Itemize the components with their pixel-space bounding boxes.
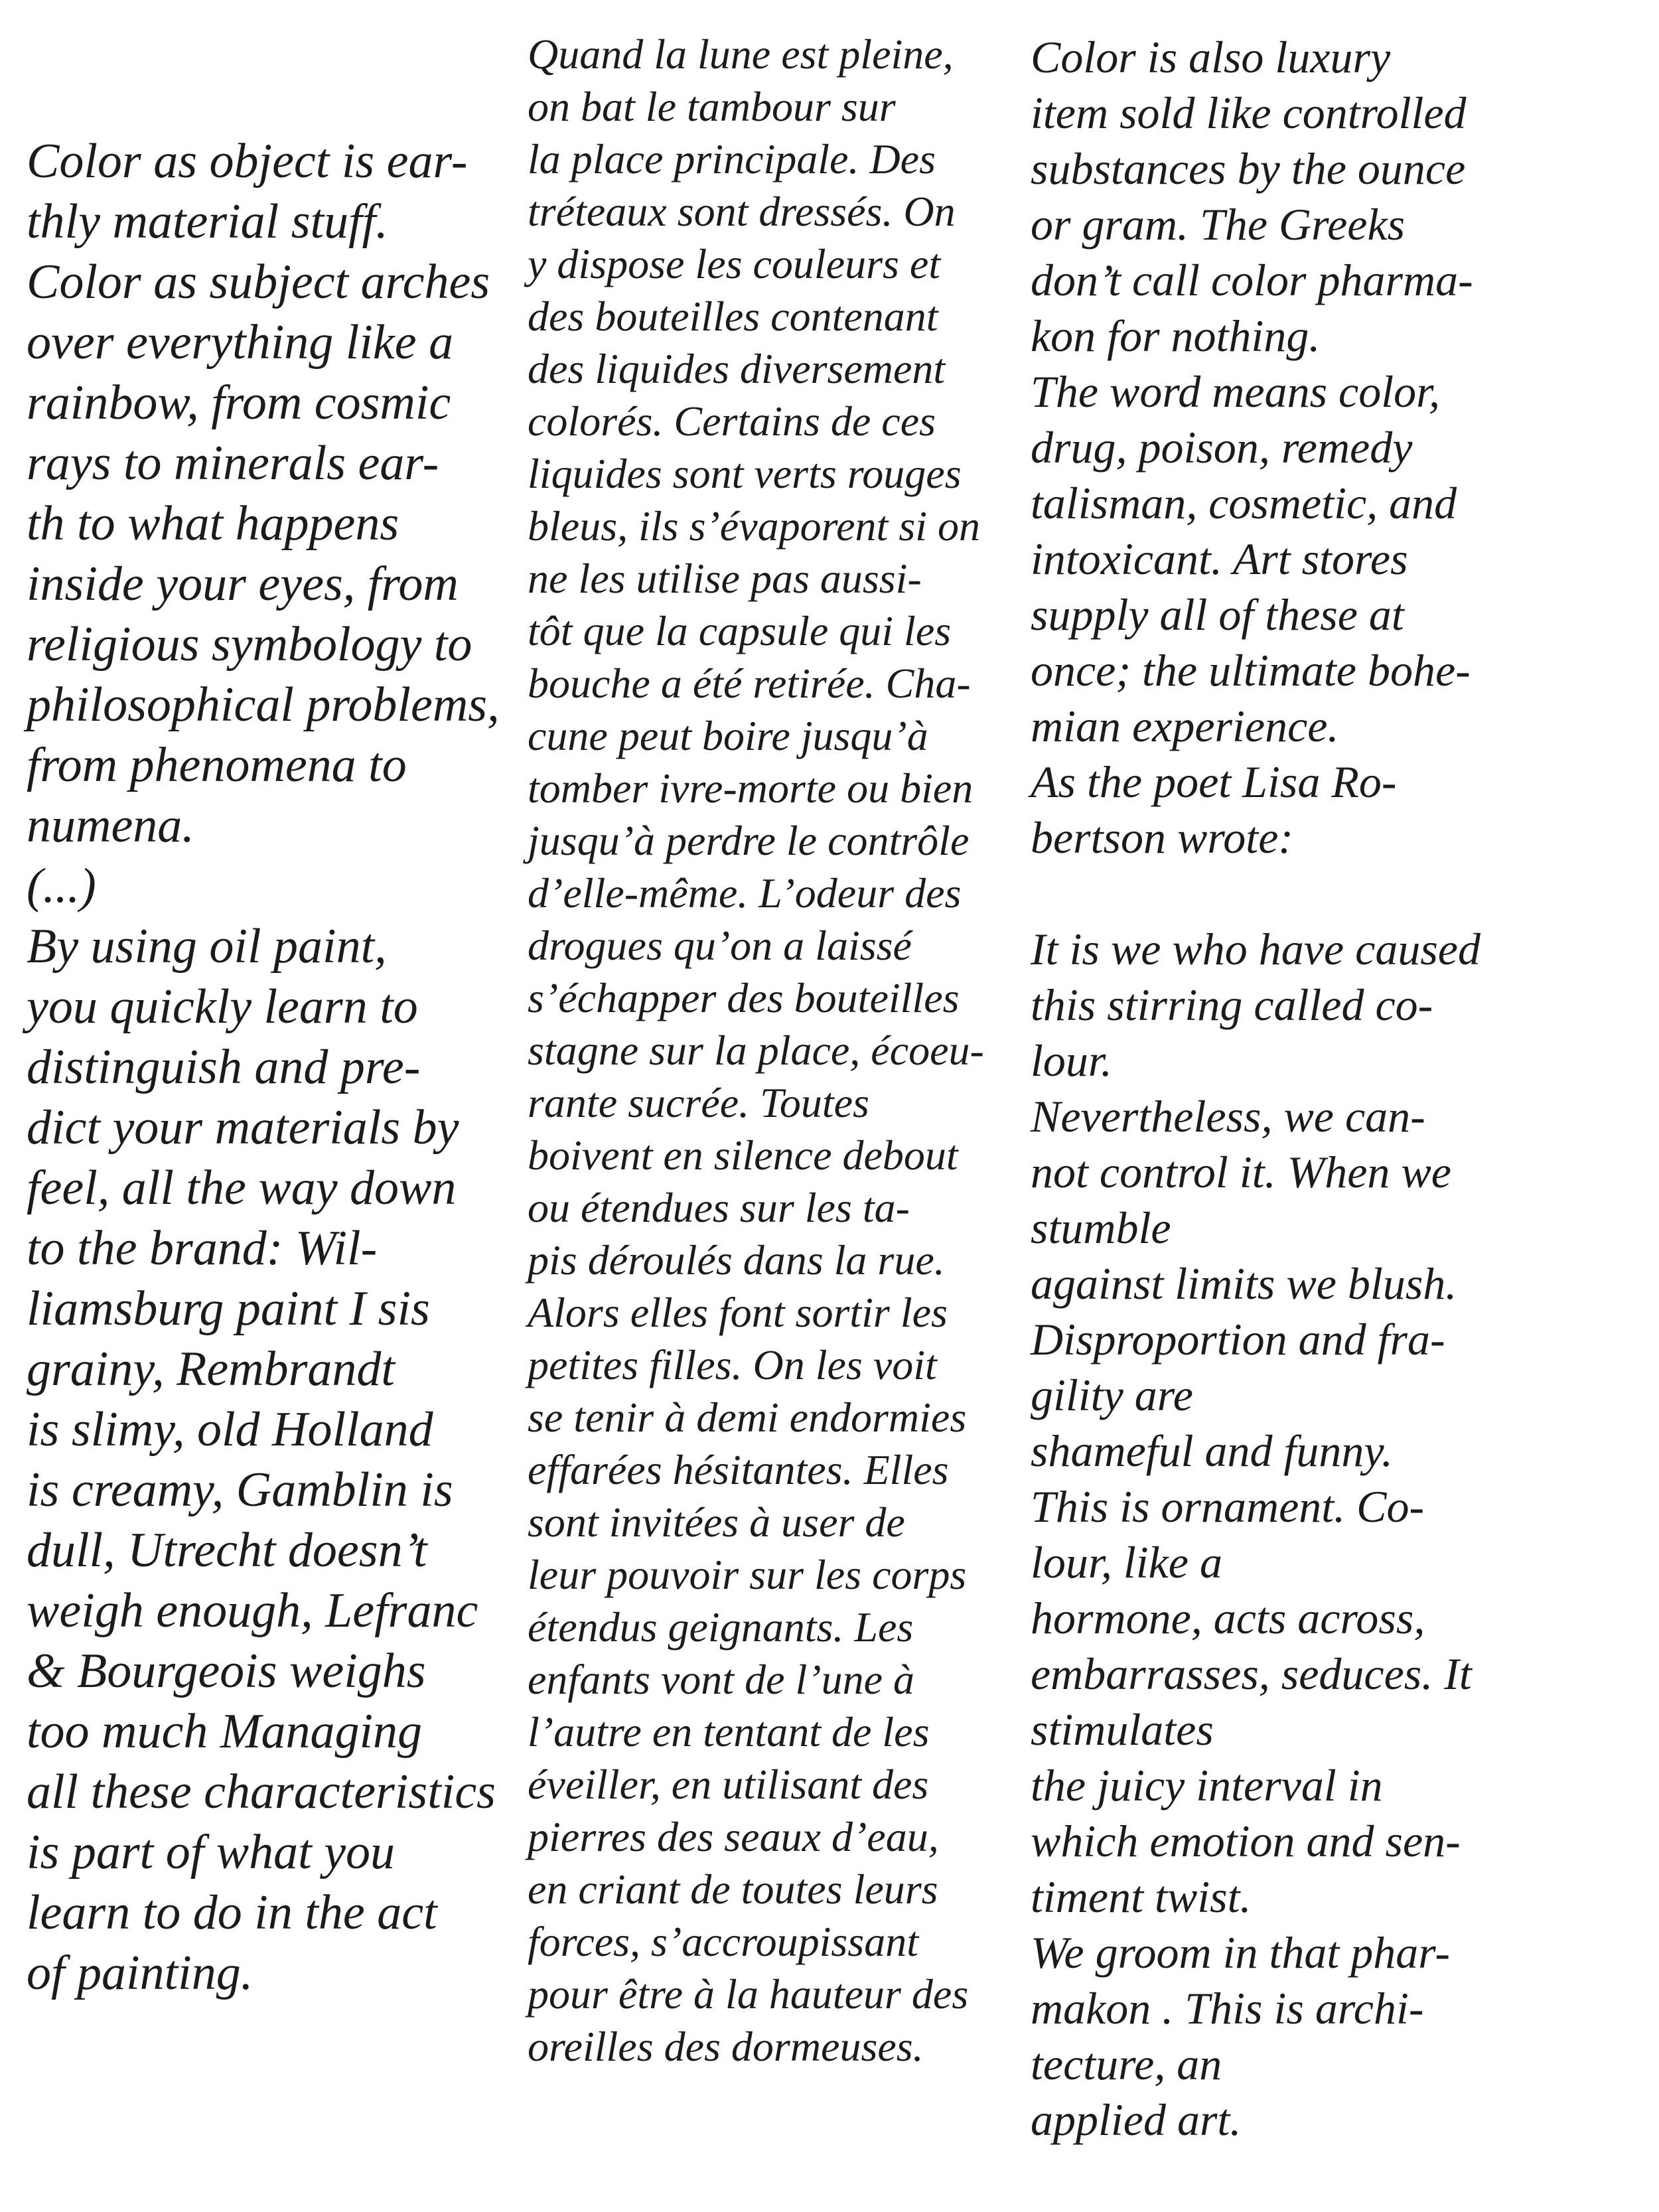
text-line: cune peut boire jusqu’à [528, 712, 928, 759]
text-line: th to what happens [27, 496, 399, 551]
text-line: forces, s’accroupissant [528, 1918, 918, 1965]
text-line: dict your materials by [27, 1100, 459, 1155]
text-line: tecture, an [1031, 2039, 1222, 2089]
text-line: bertson wrote: [1031, 812, 1294, 863]
text-line: des bouteilles contenant [528, 293, 938, 340]
text-line: oreilles des dormeuses. [528, 2023, 924, 2070]
text-line: pour être à la hauteur des [528, 1970, 969, 2018]
text-line: y dispose les couleurs et [528, 240, 941, 287]
text-line: pierres des seaux d’eau, [528, 1813, 939, 1860]
text-line: la place principale. Des [528, 135, 936, 183]
text-line: all these characteristics [27, 1765, 496, 1819]
text-line: kon for nothing. [1031, 311, 1321, 361]
text-line: talisman, cosmetic, and [1031, 478, 1457, 528]
text-line: The word means color, [1031, 366, 1441, 417]
text-line: from phenomena to [27, 738, 407, 792]
text-line: d’elle-même. L’odeur des [528, 869, 962, 917]
text-line: tôt que la capsule qui les [528, 607, 952, 654]
column-english-right [1031, 29, 1654, 2148]
text-line: s’échapper des bouteilles [528, 974, 960, 1021]
text-line: bouche a été retirée. Cha- [528, 660, 971, 707]
text-line: colorés. Certains de ces [528, 398, 936, 445]
text-line: en criant de toutes leurs [528, 1866, 938, 1913]
column-french-middle [528, 28, 1024, 2073]
text-line: lour. [1031, 1035, 1112, 1086]
text-line: gility are [1031, 1370, 1193, 1420]
text-line: ou étendues sur les ta- [528, 1184, 910, 1231]
text-line: rays to minerals ear- [27, 436, 439, 490]
text-line: hormone, acts across, [1031, 1593, 1425, 1643]
text-line: thly material stuff. [27, 194, 388, 249]
text-line: inside your eyes, from [27, 557, 459, 611]
text-line: ne les utilise pas aussi- [528, 555, 922, 602]
column-english-left [27, 131, 521, 2004]
text-line: leur pouvoir sur les corps [528, 1551, 967, 1598]
text-line: tréteaux sont dressés. On [528, 188, 956, 235]
text-line: This is ornament. Co- [1031, 1481, 1425, 1532]
text-line: sont invitées à user de [528, 1499, 905, 1546]
text-line: is part of what you [27, 1825, 396, 1880]
text-line: which emotion and sen- [1031, 1816, 1461, 1866]
text-line: (...) [27, 859, 96, 913]
text-line: lour, like a [1031, 1537, 1222, 1587]
text-line: drogues qu’on a laissé [528, 922, 912, 969]
text-line: l’autre en tentant de les [528, 1708, 930, 1755]
text-line: grainy, Rembrandt [27, 1342, 395, 1396]
text-line: rainbow, from cosmic [27, 376, 451, 430]
text-line: is slimy, old Holland [27, 1402, 433, 1457]
text-line: embarrasses, seduces. It [1031, 1649, 1472, 1699]
text-line: se tenir à demi endormies [528, 1394, 967, 1441]
text-line: philosophical problems, [27, 678, 500, 732]
text-line: Disproportion and fra- [1031, 1314, 1445, 1364]
text-line: distinguish and pre- [27, 1040, 421, 1094]
text-line: religious symbology to [27, 617, 472, 672]
text-line: Quand la lune est pleine, [528, 31, 954, 78]
text-line: of painting. [27, 1946, 253, 2000]
text-line: As the poet Lisa Ro- [1031, 757, 1397, 807]
text-line: item sold like controlled [1031, 88, 1467, 138]
text-line: Color is also luxury [1031, 32, 1391, 82]
text-line: supply all of these at [1031, 589, 1404, 640]
text-line: pis déroulés dans la rue. [528, 1236, 945, 1284]
text-line: liamsburg paint I sis [27, 1282, 430, 1336]
text-line: enfants vont de l’une à [528, 1656, 914, 1703]
text-line: & Bourgeois weighs [27, 1644, 426, 1698]
text-line: stagne sur la place, écoeu- [528, 1027, 984, 1074]
text-line: shameful and funny. [1031, 1426, 1393, 1476]
text-line: or gram. The Greeks [1031, 199, 1406, 250]
text-line: stimulates [1031, 1704, 1214, 1755]
text-line: feel, all the way down [27, 1161, 457, 1215]
text-line: against limits we blush. [1031, 1258, 1457, 1309]
text-line: substances by the ounce [1031, 143, 1466, 194]
text-line: you quickly learn to [27, 980, 418, 1034]
text-line: stumble [1031, 1203, 1171, 1253]
text-line: mian experience. [1031, 701, 1339, 751]
text-line: once; the ultimate bohe- [1031, 645, 1471, 696]
text-line: bleus, ils s’évaporent si on [528, 502, 980, 550]
text-line: Color as subject arches [27, 255, 490, 309]
text-line: Alors elles font sortir les [528, 1289, 948, 1336]
text-line: learn to do in the act [27, 1885, 437, 1940]
text-line: don’t call color pharma- [1031, 255, 1473, 305]
text-line: liquides sont verts rouges [528, 450, 962, 497]
text-line: not control it. When we [1031, 1147, 1451, 1197]
text-line: dull, Utrecht doesn’t [27, 1523, 427, 1578]
text-line: to the brand: Wil- [27, 1221, 378, 1276]
text-line: on bat le tambour sur [528, 83, 896, 130]
text-line: By using oil paint, [27, 919, 387, 974]
text-line: étendus geignants. Les [528, 1603, 914, 1651]
text-line: tomber ivre-morte ou bien [528, 765, 974, 812]
text-line: It is we who have caused [1031, 924, 1480, 974]
text-line: the juicy interval in [1031, 1760, 1383, 1810]
text-line: weigh enough, Lefranc [27, 1584, 478, 1638]
text-line: boivent en silence debout [528, 1132, 958, 1179]
text-line: des liquides diversement [528, 345, 946, 392]
text-line [1031, 865, 1654, 921]
text-line: We groom in that phar- [1031, 1927, 1451, 1978]
text-line: intoxicant. Art stores [1031, 534, 1408, 584]
text-line: timent twist. [1031, 1872, 1252, 1922]
text-line: over everything like a [27, 315, 454, 370]
text-line: effarées hésitantes. Elles [528, 1446, 949, 1493]
text-line: this stirring called co- [1031, 980, 1433, 1030]
text-line: is creamy, Gamblin is [27, 1463, 453, 1517]
text-line: petites filles. On les voit [528, 1341, 937, 1388]
text-line: jusqu’à perdre le contrôle [528, 817, 970, 864]
text-line: rante sucrée. Toutes [528, 1079, 869, 1126]
text-line: Nevertheless, we can- [1031, 1091, 1425, 1142]
text-line: too much Managing [27, 1704, 423, 1759]
text-line: makon . This is archi- [1031, 1983, 1424, 2033]
text-line: applied art. [1031, 2095, 1242, 2145]
text-line: éveiller, en utilisant des [528, 1761, 929, 1808]
text-line: numena. [27, 798, 194, 853]
text-line: Color as object is ear- [27, 134, 468, 188]
text-line: drug, poison, remedy [1031, 422, 1413, 473]
